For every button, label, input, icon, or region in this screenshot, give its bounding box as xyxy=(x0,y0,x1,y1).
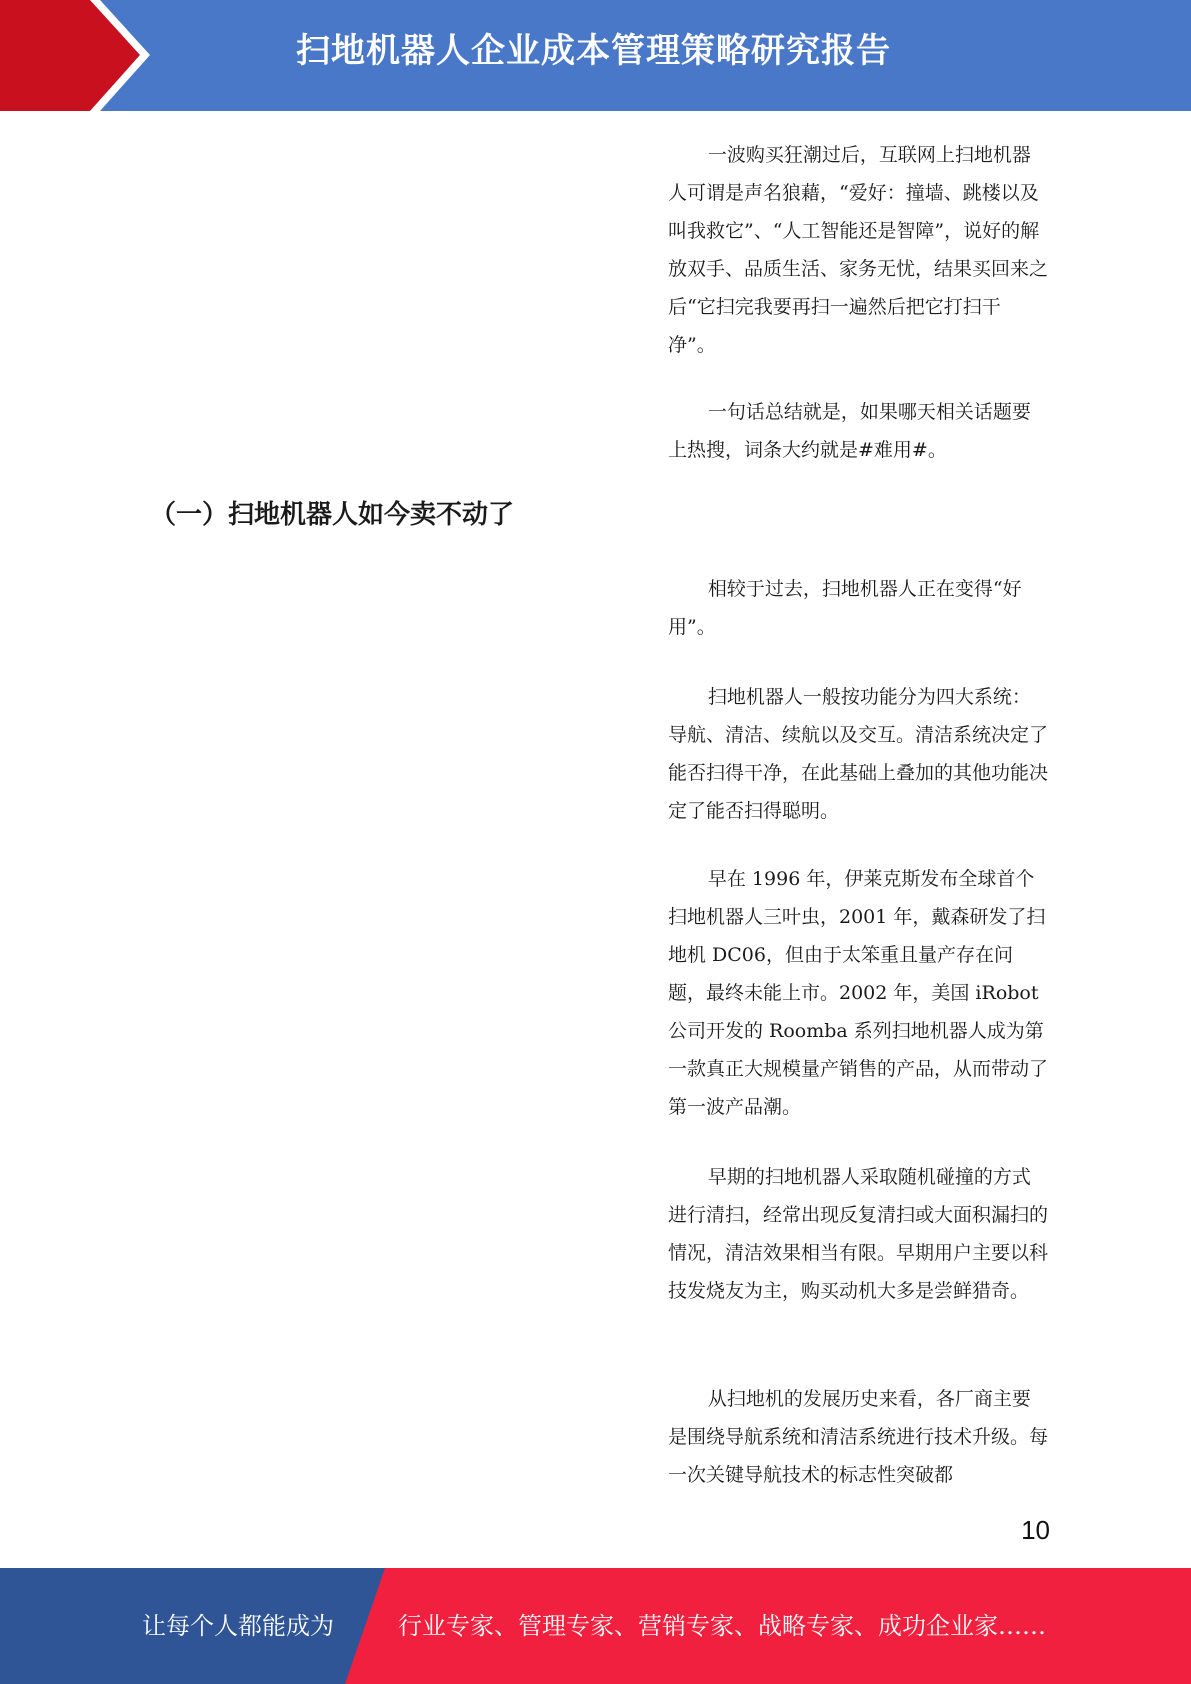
report-title: 扫地机器人企业成本管理策略研究报告 xyxy=(296,31,891,71)
page-header xyxy=(0,0,1191,111)
header-arrow-decoration xyxy=(0,0,160,111)
page-number: 10 xyxy=(1021,1515,1050,1545)
section-heading: （一）扫地机器人如今卖不动了 xyxy=(150,500,515,530)
paragraph-4: 扫地机器人一般按功能分为四大系统：导航、清洁、续航以及交互。清洁系统决定了能否扫得干净，在此基础上叠加的其他功能决定了能否扫得聪明。 xyxy=(668,686,1049,822)
page-footer xyxy=(0,1568,1191,1684)
paragraph-5: 早在 1996 年，伊莱克斯发布全球首个扫地机器人三叶虫，2001 年，戴森研发了扫地机 DC06，但由于太笨重且量产存在问题，最终未能上市。2002 年，美国 iRobot 公司开发的 Roomba 系列扫地机器人成为第一款真正大规模量产销售的产品，从而带动了第一波产品潮。 xyxy=(668,868,1049,1118)
paragraph-1: 一波购买狂潮过后，互联网上扫地机器人可谓是声名狼藉，“爱好：撞墙、跳楼以及叫我救它”、“人工智能还是智障”，说好的解放双手、品质生活、家务无忧，结果买回来之后“它扫完我要再扫一遍然后把它打扫干净”。 xyxy=(668,144,1049,356)
paragraph-3: 相较于过去，扫地机器人正在变得“好用”。 xyxy=(668,578,1022,638)
paragraph-6: 早期的扫地机器人采取随机碰撞的方式进行清扫，经常出现反复清扫或大面积漏扫的情况，清洁效果相当有限。早期用户主要以科技发烧友为主，购买动机大多是尝鲜猎奇。 xyxy=(668,1166,1049,1302)
footer-slogan-right: 行业专家、管理专家、营销专家、战略专家、成功企业家…… xyxy=(398,1612,1046,1640)
paragraph-2: 一句话总结就是，如果哪天相关话题要上热搜，词条大约就是#难用#。 xyxy=(668,401,1031,461)
paragraph-7: 从扫地机的发展历史来看，各厂商主要是围绕导航系统和清洁系统进行技术升级。每一次关键导航技术的标志性突破都 xyxy=(668,1388,1049,1486)
header-red-arrow xyxy=(0,0,140,111)
footer-slogan-left: 让每个人都能成为 xyxy=(142,1612,334,1640)
